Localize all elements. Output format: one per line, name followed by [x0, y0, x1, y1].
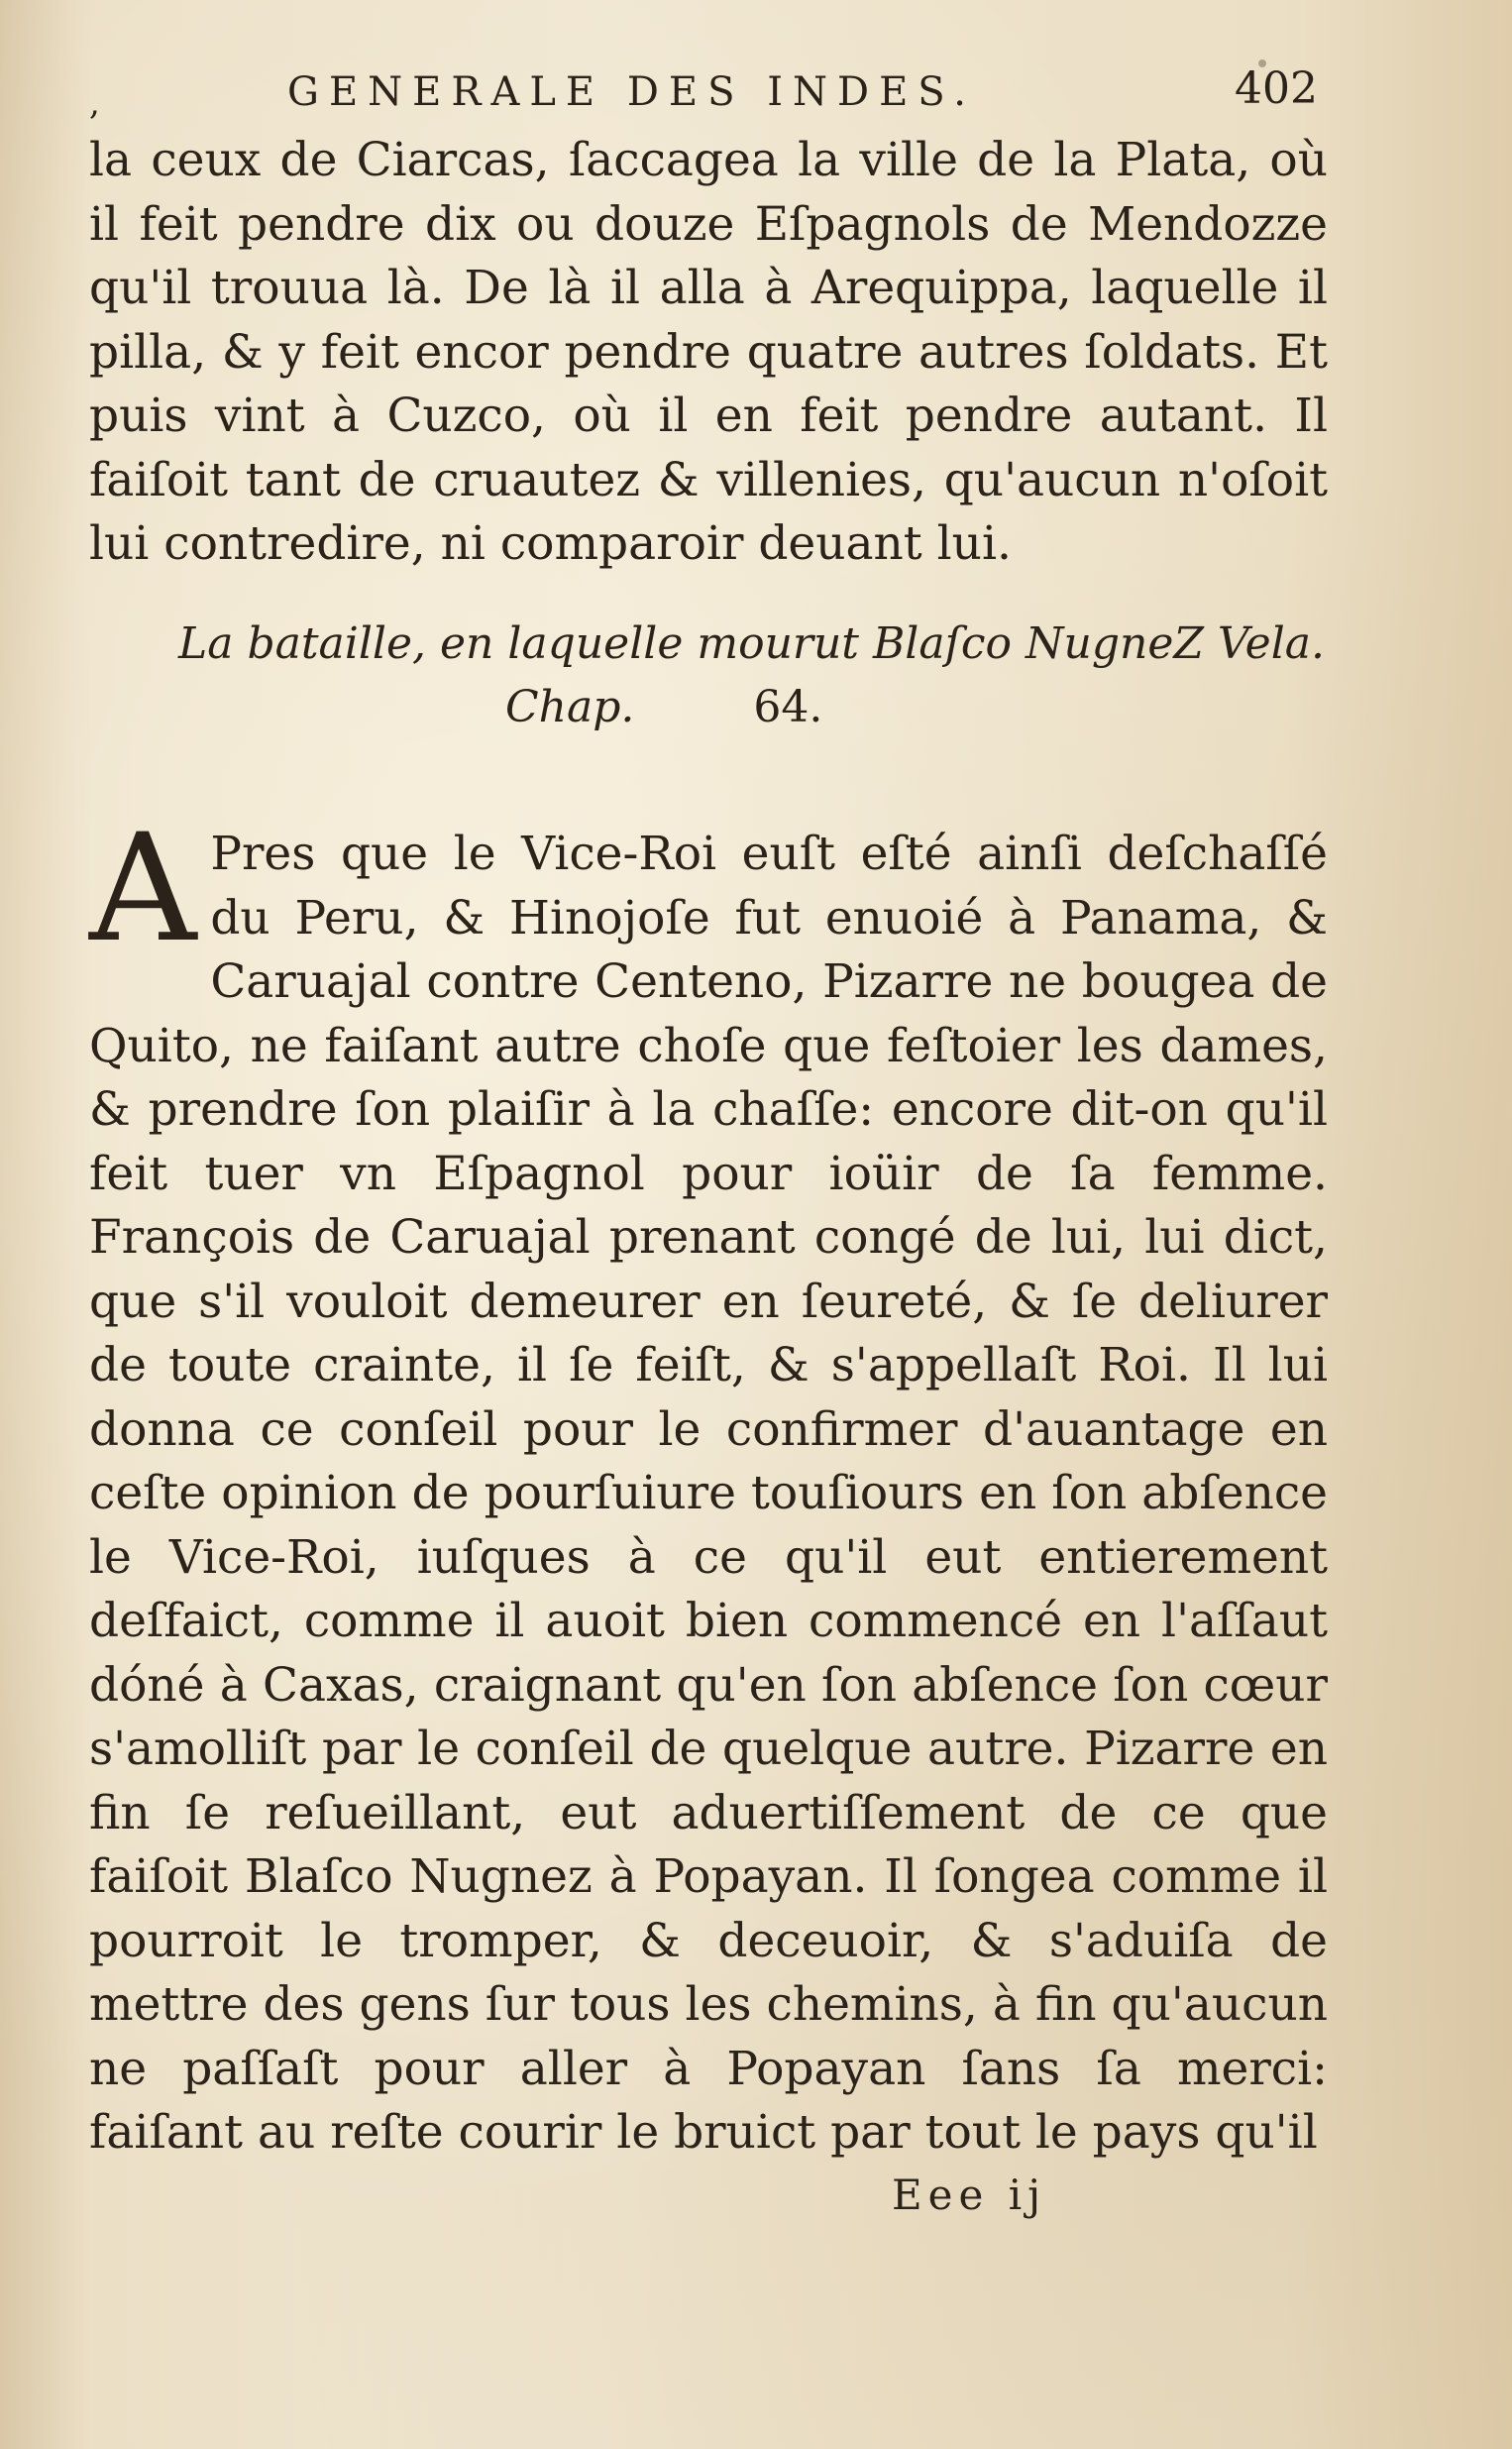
header-comma: ,: [89, 83, 100, 123]
chapter-label: Chap.: [505, 682, 635, 732]
page-header: [89, 63, 1318, 125]
page-number: 402: [1235, 63, 1318, 114]
running-head: GENERALE DES INDES.: [287, 69, 976, 115]
chapter-number: 64.: [753, 682, 823, 732]
paragraph-2: [89, 803, 1328, 2166]
chapter-line: [89, 676, 1328, 739]
paragraph-1: la ceux de Ciarcas, ſaccagea la ville de la Plata, où il feit pendre dix ou douze Eſpagnols de Mendozze qu'il trouua là. De là il alla à Arequippa, laquelle il pilla, & y feit encor pendre quatre autres ſoldats. Et puis vint à Cuzco, où il en feit pendre autant. Il faiſoit tant de cruautez & villenies, qu'aucun n'oſoit lui contredire, ni comparoir deuant lui.: [89, 133, 1328, 571]
chapter-title: La bataille, en laquelle mourut Blaſco NugneZ Vela.: [178, 618, 1325, 669]
drop-cap: A: [89, 803, 197, 975]
paragraph-2-text: Pres que le Vice-Roi euſt eſté ainſi deſchaſſé du Peru, & Hinojoſe fut enuoié à Panama, & Caruajal contre Centeno, Pizarre ne bougea de Quito, ne faiſant autre choſe que feſtoier les dames, & prendre ſon plaiſir à la chaſſe: encore dit-on qu'il feit tuer vn Eſpagnol pour ioüir de ſa femme. François de Caruajal prenant congé de lui, lui dict, que s'il vouloit demeurer en ſeureté, & ſe deliurer de toute crainte, il ſe feiſt, & s'appellaſt Roi. Il lui donna ce conſeil pour le confirmer d'auantage en ceſte opinion de pourſuiure touſiours en ſon abſence le Vice-Roi, iuſques à ce qu'il eut entierement deſfaict, comme il auoit bien commencé en l'aſſaut dóné à Caxas, craignant qu'en ſon abſence ſon cœur s'amolliſt par le conſeil de quelque autre. Pizarre en fin ſe reſueillant, eut aduertiſſement de ce que faiſoit Blaſco Nugnez à Popayan. Il ſongea comme il pourroit le tromper, & deceuoir, & s'aduiſa de mettre des gens ſur tous les chemins, à fin qu'aucun ne paſſaſt pour aller à Popayan ſans ſa merci: faiſant au reſte courir le bruict par tout le pays qu'il: [89, 827, 1328, 2160]
chapter-heading: [89, 612, 1328, 739]
signature-catchword: Eee ij: [892, 2171, 1047, 2219]
